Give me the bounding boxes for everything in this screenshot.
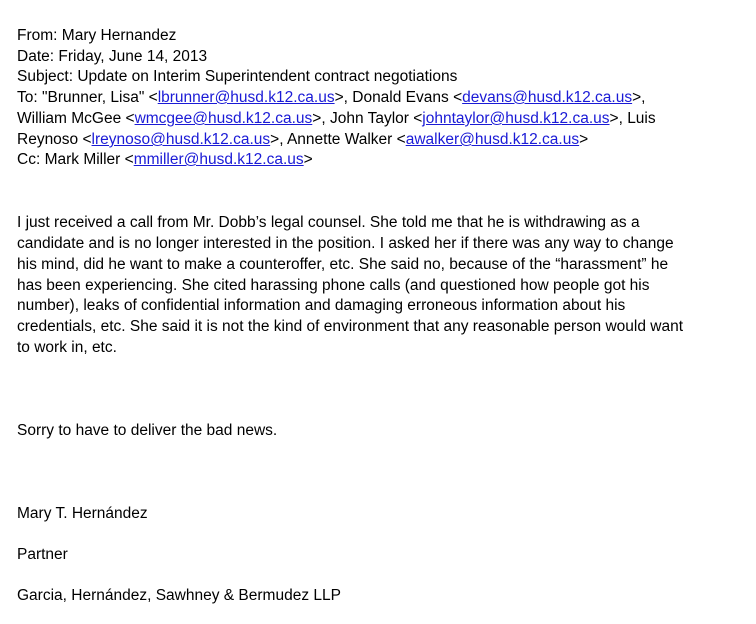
cc-name: Mark Miller [44, 151, 121, 168]
to-line-3: Reynoso <lreynoso@husd.k12.ca.us>, Annette Walker <awalker@husd.k12.ca.us> [17, 131, 589, 148]
cc-line: Cc: Mark Miller <mmiller@husd.k12.ca.us> [17, 151, 313, 168]
closing-line: Sorry to have to deliver the bad news. [17, 422, 278, 439]
recipient-email-link[interactable]: lbrunner@husd.k12.ca.us [157, 89, 335, 106]
to-line-2: William McGee <wmcgee@husd.k12.ca.us>, John Taylor <johntaylor@husd.k12.ca.us>, Luis [17, 110, 656, 127]
recipient-name: "Brunner, Lisa" [42, 89, 145, 106]
recipient-name: John Taylor [329, 110, 409, 127]
subject-label: Subject: [17, 68, 74, 85]
date-label: Date: [17, 48, 55, 65]
paragraph-line: candidate and is no longer interested in the position. I asked her if there was any way to change [17, 235, 674, 252]
recipient-name-part: Reynoso [17, 131, 79, 148]
recipient-email-link[interactable]: devans@husd.k12.ca.us [462, 89, 633, 106]
cc-email-link[interactable]: mmiller@husd.k12.ca.us [133, 151, 304, 168]
subject-line [17, 67, 457, 87]
paragraph-line: credentials, etc. She said it is not the kind of environment that any reasonable person would want [17, 318, 684, 335]
recipient-email-link[interactable]: lreynoso@husd.k12.ca.us [91, 131, 271, 148]
recipient-email-link[interactable]: wmcgee@husd.k12.ca.us [134, 110, 313, 127]
to-label: To: [17, 89, 38, 106]
signature-title: Partner [17, 546, 68, 563]
signature-firm: Garcia, Hernández, Sawhney & Bermudez LLP [17, 587, 341, 604]
paragraph-line: number), leaks of confidential information and damaging erroneous information about his [17, 297, 626, 314]
recipient-name-part: Luis [627, 110, 656, 127]
recipient-name: Annette Walker [286, 131, 393, 148]
from-value: Mary Hernandez [61, 27, 177, 44]
from-line [17, 26, 176, 46]
paragraph-line: his mind, did he want to make a counteroffer, etc. She said no, because of the “harassment” he [17, 256, 669, 273]
date-line [17, 47, 207, 67]
paragraph-line: to work in, etc. [17, 339, 117, 356]
recipient-email-link[interactable]: awalker@husd.k12.ca.us [405, 131, 580, 148]
paragraph-line: I just received a call from Mr. Dobb’s legal counsel. She told me that he is withdrawing as a [17, 214, 640, 231]
paragraph-line: has been experiencing. She cited harassing phone calls (and questioned how people got his [17, 277, 650, 294]
cc-label: Cc: [17, 151, 41, 168]
recipient-email-link[interactable]: johntaylor@husd.k12.ca.us [422, 110, 610, 127]
signature-name: Mary T. Hernández [17, 505, 148, 522]
from-label: From: [17, 27, 58, 44]
date-value: Friday, June 14, 2013 [58, 48, 208, 65]
subject-value: Update on Interim Superintendent contract negotiations [77, 68, 458, 85]
to-line-1: To: "Brunner, Lisa" <lbrunner@husd.k12.ca.us>, Donald Evans <devans@husd.k12.ca.us>, [17, 89, 646, 106]
recipient-name: Donald Evans [352, 89, 449, 106]
recipient-name: William McGee [17, 110, 122, 127]
